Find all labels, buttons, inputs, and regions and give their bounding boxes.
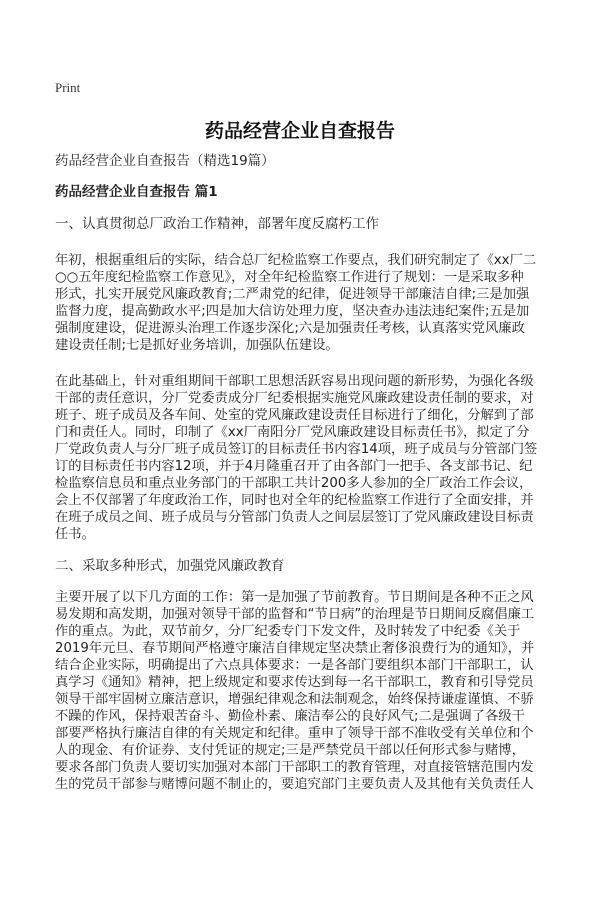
text-line: 年初，根据重组后的实际，结合总厂纪检监察工作要点，我们研究制定了《xx厂二	[55, 253, 537, 268]
text-line: 班子、班子成员及各车间、处室的党风廉政建设责任目标进行了细化，分解到了部	[55, 408, 534, 423]
document-subtitle: 药品经营企业自查报告（精选19篇）	[55, 153, 275, 169]
text-line: 真学习《通知》精神，把上级规定和要求传达到每一名干部职工，教育和引导党员	[55, 675, 534, 690]
text-line: 要求各部门负责人要切实加强对本部门干部职工的教育管理，对直接管辖范围内发	[55, 760, 534, 775]
text-line: 2019年元旦、春节期间严格遵守廉洁自律规定坚决禁止奢侈浪费行为的通知》，并	[55, 641, 535, 656]
paragraph	[55, 373, 555, 543]
text-line: 厂党政负责人与分厂班子成员签订的目标责任书内容14项，班子成员与分管部门签	[55, 442, 538, 457]
text-line: 监督力度，提高勤政水平;四是加大信访处理力度，坚决查办违法违纪案件;五是加	[55, 304, 530, 319]
print-link[interactable]: Print	[55, 80, 81, 95]
text-line: 结合企业实际，明确提出了六点具体要求：一是各部门要组织本部门干部职工，认	[55, 658, 534, 673]
text-line: 主要开展了以下几方面的工作：第一是加强了节前教育。节日期间是各种不正之风	[55, 590, 534, 605]
text-line: 建设责任制;七是抓好业务培训，加强队伍建设。	[55, 338, 339, 353]
text-line: 检监察信息员和重点业务部门的干部职工共计200多人参加的全厂政治工作会议，	[55, 476, 533, 491]
section-heading: 二、采取多种形式，加强党风廉政教育	[55, 558, 285, 574]
text-line: 人的现金、有价证券、支付凭证的规定;三是严禁党员干部以任何形式参与赌博，	[55, 743, 525, 758]
text-line: 作的重点。为此，双节前夕，分厂纪委专门下发文件，及时转发了中纪委《关于	[55, 624, 521, 639]
text-line: 领导干部牢固树立廉洁意识，增强纪律观念和法制观念，始终保持谦虚谨慎、不骄	[55, 692, 534, 707]
text-line: 易发期和高发期，加强对领导干部的监督和“节日病”的治理是节日期间反腐倡廉工	[55, 607, 535, 622]
section-heading: 一、认真贯彻总厂政治工作精神，部署年度反腐朽工作	[55, 216, 379, 232]
text-line: 形式，扎实开展党风廉政教育;二严肃党的纪律，促进领导干部廉洁自律;三是加强	[55, 287, 530, 302]
text-line: 干部的责任意识，分厂党委责成分厂纪委根据实施党风廉政建设责任制的要求，对	[55, 391, 534, 406]
text-line: 在班子成员之间、班子成员与分管部门负责人之间层层签订了党风廉政建设目标责	[55, 510, 534, 525]
text-line: 部要严格执行廉洁自律的有关规定和纪律。重申了领导干部不准收受有关单位和个	[55, 726, 534, 741]
text-line: 不躁的作风，保持艰苦奋斗、勤俭朴素、廉洁奉公的良好风气;二是强调了各级干	[55, 709, 525, 724]
text-line: 在此基础上，针对重组期间干部职工思想活跃容易出现问题的新形势，为强化各级	[55, 374, 534, 389]
text-line: 生的党员干部参与赌博问题不制止的，要追究部门主要负责人及其他有关负责任人	[55, 777, 534, 792]
text-line: 会上不仅部署了年度政治工作，同时也对全年的纪检监察工作进行了全面安排，并	[55, 493, 534, 508]
text-line: 门和责任人。同时，印制了《xx厂南阳分厂党风廉政建设目标责任书》，拟定了分	[55, 425, 530, 440]
text-line: 任书。	[55, 527, 95, 542]
paragraph	[55, 252, 555, 354]
paragraph	[55, 589, 555, 793]
text-line: ○○五年度纪检监察工作意见》，对全年纪检监察工作进行了规划：一是采取多种	[55, 270, 524, 285]
text-line: 强制度建设，促进源头治理工作逐步深化;六是加强责任考核，认真落实党风廉政	[55, 321, 525, 336]
text-line: 订的目标责任书内容12项，并于4月隆重召开了由各部门一把手、各支部书记、纪	[55, 459, 533, 474]
document-title: 药品经营企业自查报告	[204, 120, 395, 142]
article-heading: 药品经营企业自查报告 篇1	[55, 184, 218, 200]
